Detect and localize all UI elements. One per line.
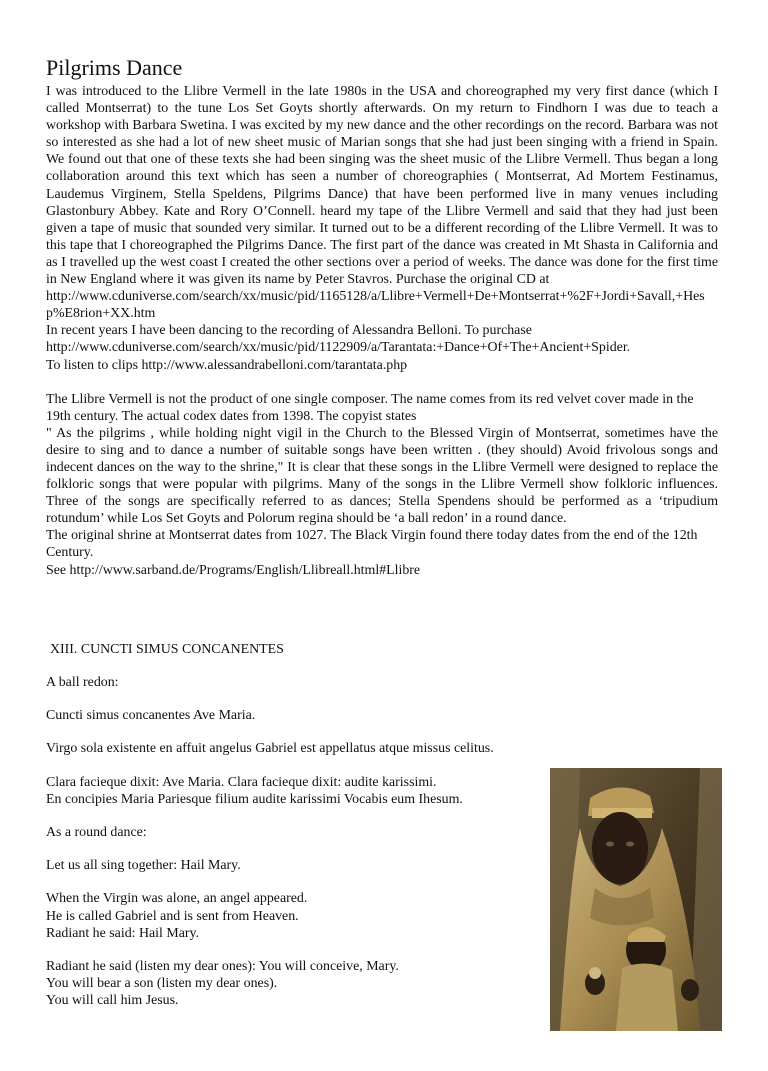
english-verse-2c: Radiant he said: Hail Mary. (46, 925, 200, 941)
round-dance-label: As a round dance: (46, 825, 147, 841)
llibre-origin-paragraph: The Llibre Vermell is not the product of one single composer. The name comes from its red velvet cover made in the 19th century. The actual codex dates from 1398. The copyist states (46, 391, 694, 424)
cd-purchase-link[interactable]: http://www.cduniverse.com/search/xx/music/pid/1165128/a/Llibre+Vermell+De+Montserrat+%2F+Jordi+Savall,+Hesp%E8rion+XX.htm (46, 289, 705, 322)
virgin-face (592, 812, 648, 884)
shrine-history-paragraph: The original shrine at Montserrat dates from 1027. The Black Virgin found there today dates from the end of the 12th Century. (46, 528, 698, 561)
latin-verse-3a: Clara facieque dixit: Ave Maria. Clara facieque dixit: audite karissimi. (46, 774, 437, 790)
intro-paragraph-history: I was introduced to the Llibre Vermell in the late 1980s in the USA and choreographed my very first dance (which I called Montserrat) to the tune Los Set Goyts shortly afterwards. On my return to Findhorn I was due to teach a workshop with Barbara Swetina. I was excited by my new dance and the other recordings on the record. Barbara was not so interested as she had a lot of new sheet music of Marian songs that she had just been singing with a friend in Spain. We found out that one of these texts she had been singing was the sheet music of the Llibre Vermell. Thus began a long collaboration around this text which has seen a number of choreographies ( Montserrat, Ad Mortem Festinamus, Laudemus Virginem, Stella Speldens, Pilgrims Dance) that have been performed live in many venues including Glastonbury Abbey. Kate and Rory O’Connell. heard my tape of the Llibre Vermell and said that they had just been given a tape of music that sounded very similar. It turned out to be a different recording of the Llibre Vermell. It was to this tape that I choreographed the Pilgrims Dance. The first part of the dance was created in Mt Shasta in California and as I travelled up the west coast I created the other sections over a period of weeks. The dance was done for the first time in New England where it was given its name by Peter Stavros. Purchase the original CD at (46, 84, 718, 288)
english-verse-3c: You will call him Jesus. (46, 993, 179, 1009)
song-heading: XIII. CUNCTI SIMUS CONCANENTES (50, 642, 284, 657)
ball-redon-label: A ball redon: (46, 675, 119, 690)
paragraph-gap (46, 374, 718, 391)
latin-verse-3b: En concipies Maria Pariesque filium audite karissimi Vocabis eum Ihesum. (46, 791, 463, 807)
black-virgin-illustration (550, 768, 722, 1031)
song-lyrics (46, 674, 546, 1010)
english-verse-3b: You will bear a son (listen my dear ones). (46, 976, 278, 992)
intro-section (46, 83, 718, 579)
english-verse-2b: He is called Gabriel and is sent from Heaven. (46, 908, 299, 924)
english-verse-2a: When the Virgin was alone, an angel appeared. (46, 891, 308, 907)
english-verse-1: Let us all sing together: Hail Mary. (46, 858, 241, 874)
child-robe (616, 963, 678, 1031)
copyist-quote-paragraph: " As the pilgrims , while holding night vigil in the Church to the Blessed Virgin of Montserrat, sometimes have the desire to sing and to dance a number of suitable songs have been written . (they should) Avoid frivolous songs and indecent dances on the way to the shrine," It is clear that these songs in the Llibre Vermell were designed to replace the folkloric songs that were popular with pilgrims. Many of the songs in the Llibre Vermell show folkloric influences. Three of the songs are specifically referred to as dances; Stella Spendens should be performed as a ‘tripudium rotundum’ while Los Set Goyts and Polorum regina should be ‘a ball redon’ in a round dance. (46, 425, 718, 527)
latin-verse-1: Cuncti simus concanentes Ave Maria. (46, 708, 256, 724)
latin-verse-2: Virgo sola existente en affuit angelus Gabriel est appellatus atque missus celitus. (46, 741, 494, 757)
english-verse-3a: Radiant he said (listen my dear ones): You will conceive, Mary. (46, 959, 399, 975)
black-virgin-photo (550, 768, 722, 1031)
page-title: Pilgrims Dance (46, 55, 183, 80)
clips-link-line: To listen to clips http://www.alessandrabelloni.com/tarantata.php (46, 357, 408, 373)
belloni-paragraph: In recent years I have been dancing to the recording of Alessandra Belloni. To purchase (46, 323, 532, 339)
sarband-link-line: See http://www.sarband.de/Programs/English/Llibreall.html#Llibre (46, 562, 421, 578)
tarantata-purchase-link[interactable]: http://www.cduniverse.com/search/xx/music/pid/1122909/a/Tarantata:+Dance+Of+The+Ancient+Spider. (46, 340, 631, 356)
